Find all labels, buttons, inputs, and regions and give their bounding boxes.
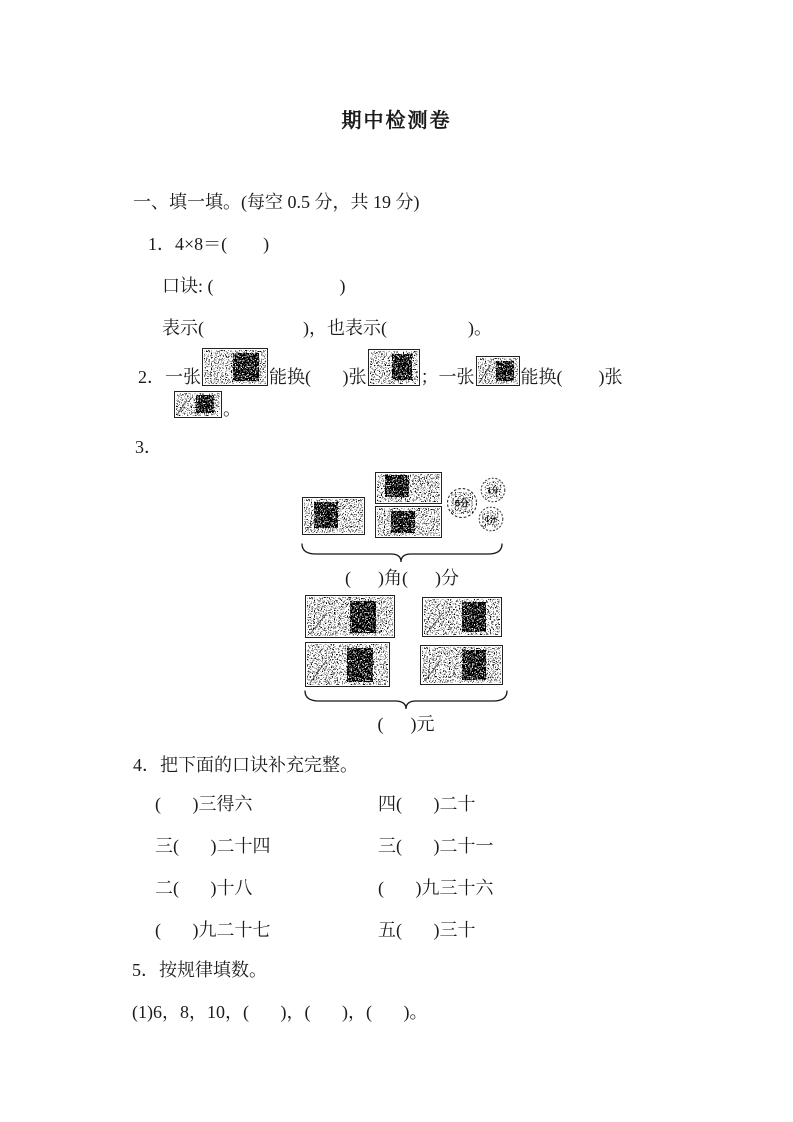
q1-koujue-line: 口诀: ( ): [162, 276, 346, 296]
q4-rhyme-blank: 二( )十八: [155, 878, 253, 898]
section-heading: 一、填一填。(每空 0.5 分，共 19 分): [133, 192, 420, 212]
q4-rhyme-blank: 五( )三十: [378, 920, 476, 940]
q4-rhyme-blank: ( )三得六: [155, 794, 253, 814]
underbrace: [300, 541, 504, 565]
coin-1fen-image: [478, 506, 504, 532]
underbrace: [303, 688, 509, 712]
q1-equation-line: 1．4×8＝( ): [148, 234, 270, 254]
q2-text-segment: 能换( )张: [520, 367, 623, 387]
page-title: 期中检测卷: [341, 110, 452, 132]
q5-heading: 5．按规律填数。: [132, 960, 267, 980]
coin-label: 5分: [454, 498, 470, 509]
q2-line2: [173, 390, 241, 422]
coin-label: 1分: [485, 516, 497, 524]
coin-label: 1分: [487, 487, 499, 495]
q4-rhyme-blank: 三( )二十一: [378, 836, 494, 856]
coin-5fen-image: [446, 487, 478, 519]
banknote-image: [420, 645, 503, 685]
q2-line1: [138, 344, 623, 390]
q4-heading: 4．把下面的口诀补充完整。: [133, 755, 358, 775]
banknote-image: [422, 597, 502, 637]
q2-text-segment: 。: [223, 399, 241, 419]
q2-text-segment: 2．一张: [138, 367, 201, 387]
banknote-image: [202, 348, 268, 386]
banknote-image: [375, 506, 442, 538]
q3-yuan-caption: ( )元: [377, 714, 435, 734]
banknote-image: [305, 642, 390, 687]
coin-1fen-image: [480, 477, 506, 503]
banknote-image: [305, 595, 395, 638]
banknote-image: [375, 472, 442, 504]
banknote-image: [302, 497, 365, 535]
q4-rhyme-blank: 四( )二十: [378, 794, 476, 814]
q4-rhyme-blank: ( )九三十六: [378, 878, 494, 898]
banknote-image: [368, 349, 420, 386]
q4-rhyme-blank: ( )九二十七: [155, 920, 271, 940]
q4-rhyme-blank: 三( )二十四: [155, 836, 271, 856]
q3-jiao-fen-caption: ( )角( )分: [345, 568, 459, 588]
q1-biaoshi-line: 表示( )，也表示( )。: [162, 318, 492, 338]
banknote-image: [476, 356, 520, 386]
q2-text-segment: ；一张: [420, 367, 475, 387]
q3-number: 3．: [135, 437, 162, 457]
q2-text-segment: 能换( )张: [269, 367, 367, 387]
banknote-image: [174, 391, 222, 418]
q5-sequence-line: (1)6，8，10，( )，( )，( )。: [132, 1002, 428, 1022]
